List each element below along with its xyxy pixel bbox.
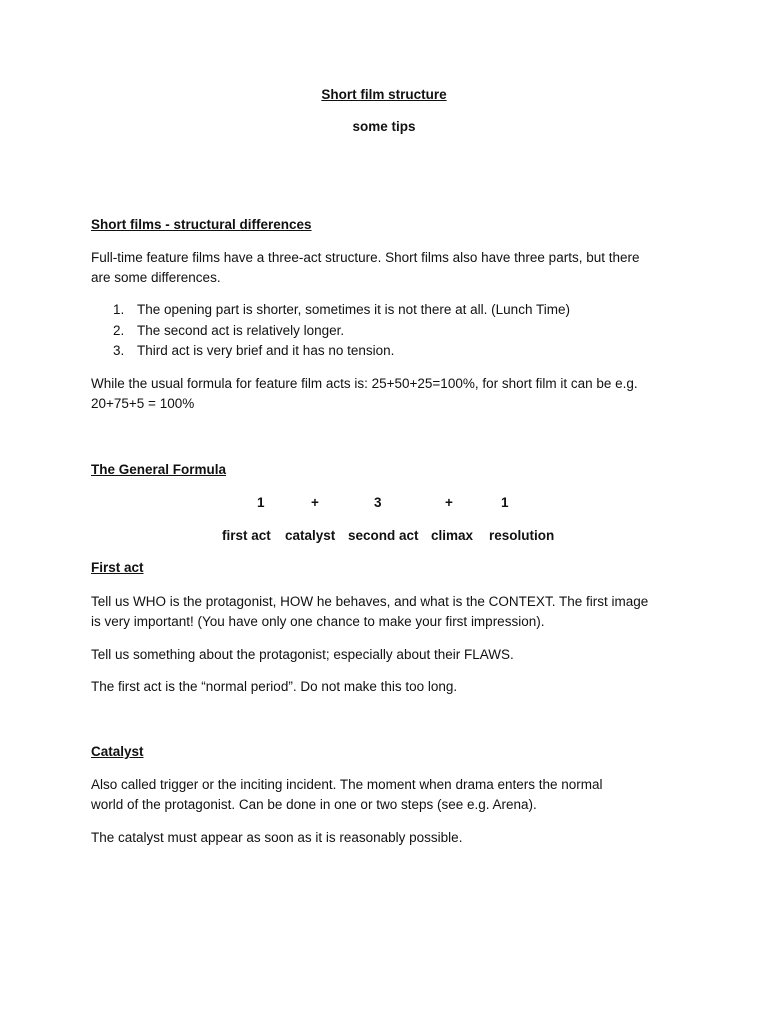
document-subtitle: some tips	[352, 119, 416, 134]
list-item	[91, 321, 691, 342]
formula-line: While the usual formula for feature film acts is: 25+50+25=100%, for short film it can be e.g.	[91, 376, 638, 391]
catalyst-timing-paragraph: The catalyst must appear as soon as it is reasonably possible.	[91, 830, 463, 845]
intro-line: are some differences.	[91, 270, 221, 285]
catalyst-paragraph	[91, 775, 691, 815]
formula-label: climax	[431, 528, 474, 543]
formula-ratio-row	[0, 495, 768, 515]
first-act-paragraph	[91, 592, 691, 632]
formula-paragraph	[91, 374, 691, 414]
formula-label: resolution	[489, 528, 555, 543]
formula-labels-row	[0, 528, 768, 548]
formula-label: first act	[222, 528, 271, 543]
document-title: Short film structure	[321, 87, 447, 102]
section-heading-structural-differences: Short films - structural differences	[91, 217, 312, 232]
first-act-flaws-paragraph: Tell us something about the protagonist; especially about their FLAWS.	[91, 647, 514, 662]
list-item-text: The opening part is shorter, sometimes it is not there at all. (Lunch Time)	[137, 302, 570, 317]
paragraph-line: Tell us WHO is the protagonist, HOW he behaves, and what is the CONTEXT. The first image	[91, 594, 649, 609]
list-item	[91, 300, 691, 321]
formula-value: 1	[501, 495, 509, 510]
list-item	[91, 341, 691, 362]
paragraph-line: is very important! (You have only one chance to make your first impression).	[91, 614, 545, 629]
formula-plus: +	[445, 495, 453, 510]
paragraph-line: Also called trigger or the inciting incident. The moment when drama enters the normal	[91, 777, 603, 792]
section-heading-first-act: First act	[91, 560, 144, 575]
list-item-number: 2.	[113, 322, 125, 338]
list-item-text: The second act is relatively longer.	[137, 322, 345, 338]
formula-label: second act	[348, 528, 419, 543]
formula-value: 1	[257, 495, 265, 510]
differences-list	[91, 300, 691, 362]
section-heading-general-formula: The General Formula	[91, 462, 227, 477]
formula-line: 20+75+5 = 100%	[91, 396, 195, 411]
paragraph-line: world of the protagonist. Can be done in one or two steps (see e.g. Arena).	[91, 797, 537, 812]
intro-paragraph	[91, 248, 691, 288]
list-item-number: 1.	[113, 302, 125, 317]
list-item-number: 3.	[113, 343, 125, 358]
intro-line: Full-time feature films have a three-act structure. Short films also have three parts, but there	[91, 250, 640, 265]
formula-value: 3	[374, 495, 382, 510]
first-act-normal-period-paragraph: The first act is the “normal period”. Do not make this too long.	[91, 679, 458, 694]
section-heading-catalyst: Catalyst	[91, 744, 144, 759]
formula-label: catalyst	[285, 528, 336, 543]
list-item-text: Third act is very brief and it has no tension.	[137, 343, 395, 358]
formula-plus: +	[311, 495, 319, 510]
